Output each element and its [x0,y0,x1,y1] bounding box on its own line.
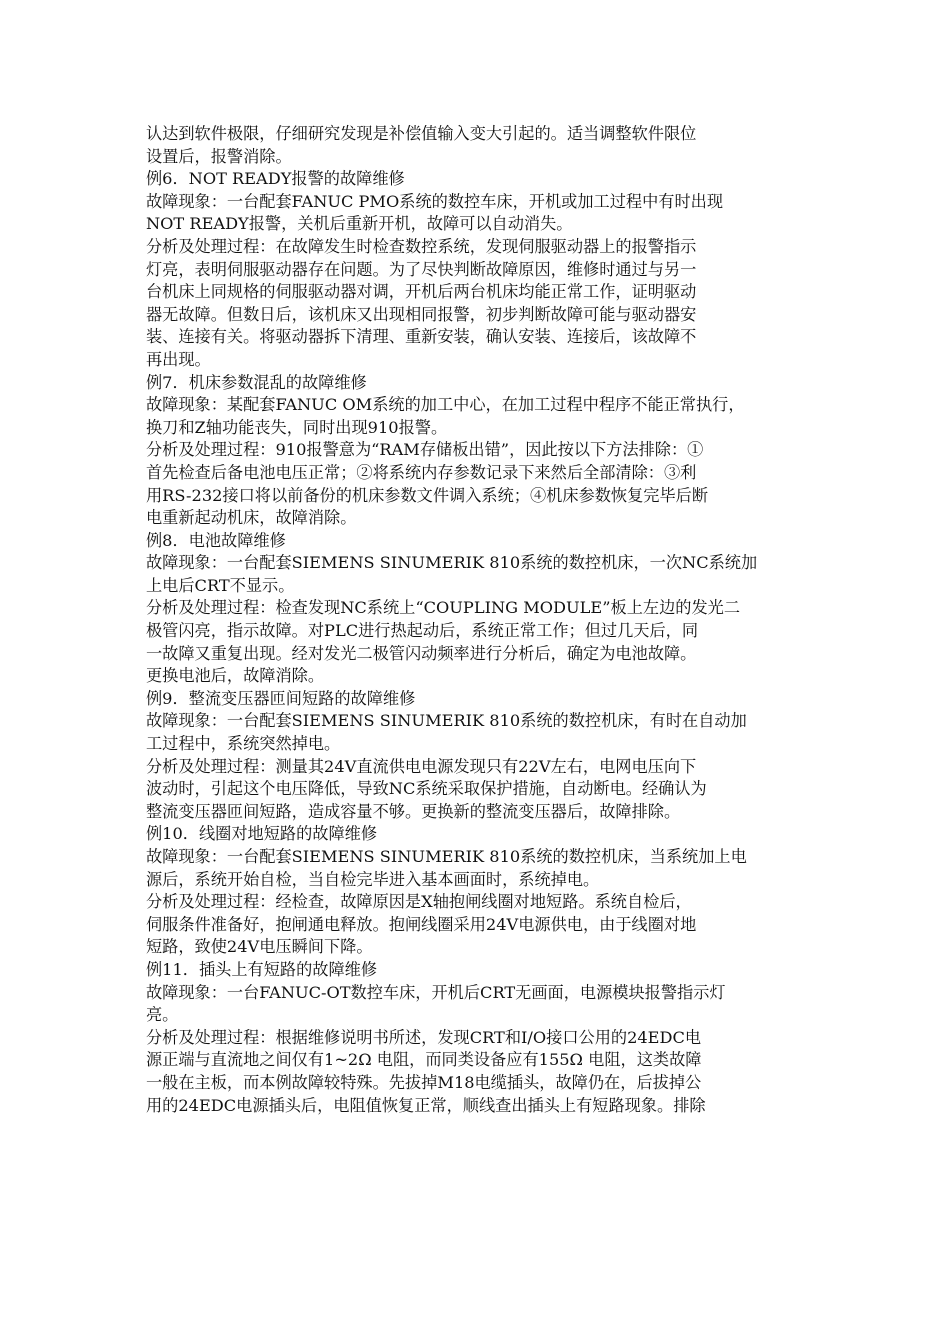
text-line: 源正端与直流地之间仅有1~2Ω 电阻，而同类设备应有155Ω 电阻，这类故障 [146,1050,702,1070]
text-line: 设置后，报警消除。 [146,146,292,166]
document-body [146,123,810,1117]
text-line: 一般在主板，而本例故障较特殊。先拔掉M18电缆插头，故障仍在，后拔掉公 [146,1072,702,1092]
text-line: 故障现象：一台FANUC-OT数控车床，开机后CRT无画面，电源模块报警指示灯 [146,982,726,1002]
text-line: 伺服条件准备好，抱闸通电释放。抱闸线圈采用24V电源供电，由于线圈对地 [146,914,697,934]
text-line: 例11．插头上有短路的故障维修 [146,959,378,979]
text-line: 装、连接有关。将驱动器拆下清理、重新安装，确认安装、连接后，该故障不 [146,327,697,347]
text-line: 分析及处理过程：根据维修说明书所述，发现CRT和I/O接口公用的24EDC电 [146,1027,702,1047]
text-line: 例8．电池故障维修 [146,530,286,550]
text-line: 再出现。 [146,349,211,369]
text-line: 电重新起动机床，故障消除。 [146,508,357,528]
text-line: 分析及处理过程：测量其24V直流供电电源发现只有22V左右，电网电压向下 [146,756,697,776]
text-line: 波动时，引起这个电压降低，导致NC系统采取保护措施，自动断电。经确认为 [146,779,707,799]
text-line: NOT READY报警，关机后重新开机，故障可以自动消失。 [146,214,573,234]
text-line: 更换电池后，故障消除。 [146,666,325,686]
text-line: 整流变压器匝间短路，造成容量不够。更换新的整流变压器后，故障排除。 [146,801,681,821]
text-line: 工过程中，系统突然掉电。 [146,734,341,754]
text-line: 故障现象：一台配套FANUC PMO系统的数控车床，开机或加工过程中有时出现 [146,191,724,211]
text-line: 短路，致使24V电压瞬间下降。 [146,937,373,957]
text-line: 器无故障。但数日后，该机床又出现相同报警，初步判断故障可能与驱动器安 [146,304,697,324]
text-line: 故障现象：一台配套SIEMENS SINUMERIK 810系统的数控机床，有时在自动加 [146,711,747,731]
text-line: 分析及处理过程：在故障发生时检查数控系统，发现伺服驱动器上的报警指示 [146,236,697,256]
text-line: 分析及处理过程：经检查，故障原因是X轴抱闸线圈对地短路。系统自检后， [146,892,692,912]
text-line: 例6．NOT READY报警的故障维修 [146,169,405,189]
text-line: 上电后CRT不显示。 [146,575,295,595]
text-line: 例10．线圈对地短路的故障维修 [146,824,378,844]
text-line: 一故障又重复出现。经对发光二极管闪动频率进行分析后，确定为电池故障。 [146,643,697,663]
text-line: 用RS-232接口将以前备份的机床参数文件调入系统；④机床参数恢复完毕后断 [146,485,709,505]
text-line: 首先检查后备电池电压正常；②将系统内存参数记录下来然后全部清除：③利 [146,462,697,482]
text-line: 认达到软件极限，仔细研究发现是补偿值输入变大引起的。适当调整软件限位 [146,124,697,143]
text-line: 灯亮，表明伺服驱动器存在问题。为了尽快判断故障原因，维修时通过与另一 [146,259,697,279]
text-line: 故障现象：一台配套SIEMENS SINUMERIK 810系统的数控机床，当系统加上电 [146,847,747,866]
text-line: 台机床上同规格的伺服驱动器对调，开机后两台机床均能正常工作，证明驱动 [146,282,697,302]
text-line: 分析及处理过程：910报警意为“RAM存储板出错”，因此按以下方法排除：① [146,440,704,460]
text-line: 用的24EDC电源插头后，电阻值恢复正常，顺线查出插头上有短路现象。排除 [146,1095,706,1115]
text-line: 亮。 [146,1005,179,1025]
text-line: 换刀和Z轴功能丧失，同时出现910报警。 [146,417,448,437]
text-line: 分析及处理过程：检查发现NC系统上“COUPLING MODULE”板上左边的发光二 [146,598,741,618]
text-line: 极管闪亮，指示故障。对PLC进行热起动后，系统正常工作；但过几天后，同 [146,621,699,641]
text-line: 故障现象：一台配套SIEMENS SINUMERIK 810系统的数控机床，一次NC系统加 [146,553,758,573]
text-line: 源后，系统开始自检，当自检完毕进入基本画面时，系统掉电。 [146,869,600,889]
text-line: 例9．整流变压器匝间短路的故障维修 [146,688,416,708]
text-line: 例7．机床参数混乱的故障维修 [146,372,367,392]
text-line: 故障现象：某配套FANUC OM系统的加工中心，在加工过程中程序不能正常执行， [146,395,745,415]
